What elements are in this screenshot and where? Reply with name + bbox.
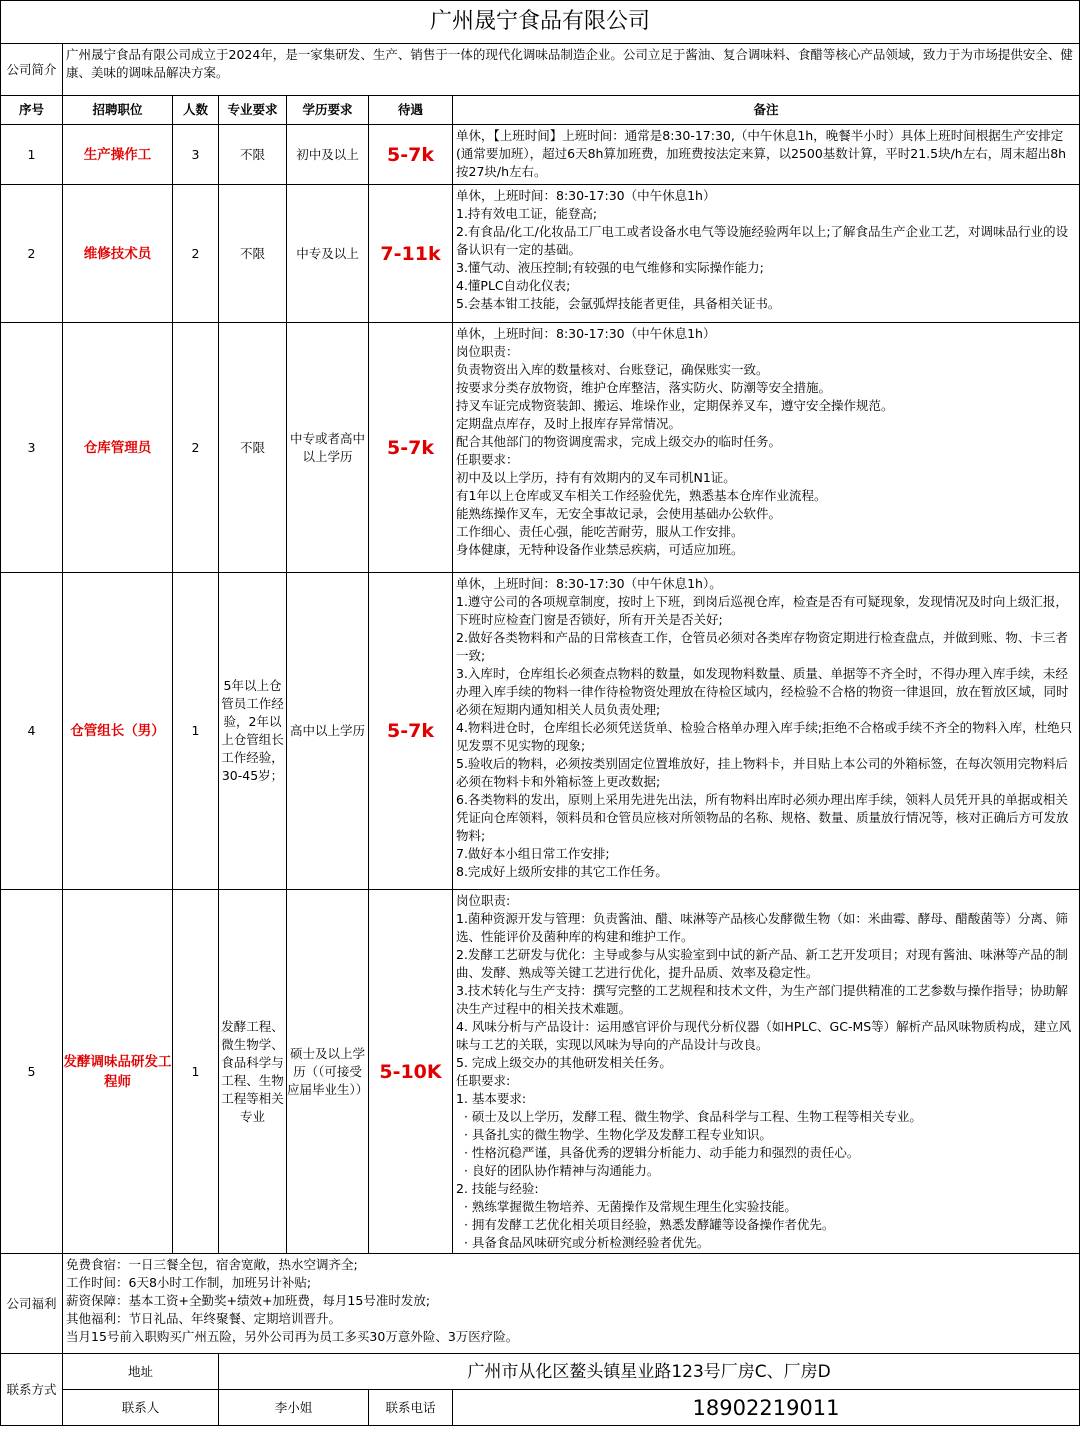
table-row [1, 573, 1080, 890]
job-education: 初中及以上 [287, 125, 369, 185]
job-count: 3 [173, 125, 219, 185]
header-no: 序号 [1, 96, 63, 125]
job-notes [453, 890, 1080, 1254]
job-count: 1 [173, 890, 219, 1254]
job-education: 硕士及以上学历（（可接受应届毕业生）） [287, 890, 369, 1254]
page-title: 广州晟宁食品有限公司 [1, 1, 1080, 44]
welfare-label: 公司福利 [1, 1254, 63, 1354]
job-position: 发酵调味品研发工程师 [63, 890, 173, 1254]
contact-row-address [1, 1354, 1080, 1390]
job-count: 2 [173, 323, 219, 573]
job-notes: 单休，【上班时间】上班时间：通常是8:30-17:30,（中午休息1h，晚餐半小时）具体上班时间根据生产安排定(通常要加班），超过6天8h算加班费，加班费按法定来算，以2500基数计算，平时21.5块/h左右，周末超出8h按27块/h左右。 [453, 125, 1080, 185]
job-no: 4 [1, 573, 63, 890]
job-major: 不限 [219, 323, 287, 573]
table-row [1, 323, 1080, 573]
person-value: 李小姐 [219, 1390, 369, 1426]
phone-label: 联系电话 [369, 1390, 453, 1426]
header-position: 招聘职位 [63, 96, 173, 125]
intro-label: 公司简介 [1, 44, 63, 96]
table-row [1, 185, 1080, 323]
intro-text: 广州晟宁食品有限公司成立于2024年，是一家集研发、生产、销售于一体的现代化调味品制造企业。公司立足于酱油、复合调味料、食醋等核心产品领域，致力于为市场提供安全、健康、美味的调味品解决方案。 [63, 44, 1080, 96]
job-count: 1 [173, 573, 219, 890]
job-education: 中专或者高中以上学历 [287, 323, 369, 573]
job-major: 不限 [219, 185, 287, 323]
header-row [1, 96, 1080, 125]
job-position: 仓管组长（男） [63, 573, 173, 890]
header-major: 专业要求 [219, 96, 287, 125]
header-notes: 备注 [453, 96, 1080, 125]
job-education: 中专及以上 [287, 185, 369, 323]
welfare-text: 免费食宿：一日三餐全包，宿舍宽敞，热水空调齐全; 工作时间：6天8小时工作制，加班另计补贴; 薪资保障：基本工资+全勤奖+绩效+加班费，每月15号准时发放; 其他福利：节日礼品、年终聚餐、定期培训晋升。 当月15号前入职购买广州五险，另外公司再为员工多买30万意外险、3万医疗险。 [63, 1254, 1080, 1354]
contact-label: 联系方式 [1, 1354, 63, 1426]
table-row [1, 125, 1080, 185]
address-label: 地址 [63, 1354, 219, 1390]
job-no: 5 [1, 890, 63, 1254]
table-row [1, 890, 1080, 1254]
job-salary: 5-7k [369, 573, 453, 890]
header-salary: 待遇 [369, 96, 453, 125]
job-position: 仓库管理员 [63, 323, 173, 573]
header-count: 人数 [173, 96, 219, 125]
job-notes: 单休，上班时间：8:30-17:30（中午休息1h） 1.持有效电工证，能登高; 2.有食品/化工/化妆品工厂电工或者设备水电气等设施经验两年以上;了解食品生产企业工艺，对调味品行业的设备认识有一定的基础。 3.懂气动、液压控制;有较强的电气维修和实际操作能力; 4.懂PLC自动化仪表; 5.会基本钳工技能，会氩弧焊技能者更佳，具备相关证书。 [453, 185, 1080, 323]
job-no: 1 [1, 125, 63, 185]
job-major: 5年以上仓管员工作经验，2年以上仓管组长工作经验，30-45岁； [219, 573, 287, 890]
job-position: 生产操作工 [63, 125, 173, 185]
job-salary: 5-7k [369, 125, 453, 185]
job-no: 3 [1, 323, 63, 573]
address-value: 广州市从化区鳌头镇星业路123号厂房C、厂房D [219, 1354, 1080, 1390]
welfare-row [1, 1254, 1080, 1354]
job-notes-text: 岗位职责: 1.菌种资源开发与管理：负责酱油、醋、味淋等产品核心发酵微生物（如：米曲霉、酵母、醋酸菌等）分离、筛选、性能评价及菌种库的构建和维护工作。 2.发酵工艺研发与优化：主导或参与从实验室到中试的新产品、新工艺开发项目；对现有酱油、味淋等产品的制曲、发酵、熟成等关键工艺进行优化，提升品质、效率及稳定性。 3.技术转化与生产支持：撰写完整的工艺规程和技术文件，为生产部门提供精准的工艺参数与操作指导；协助解决生产过程中的相关技术难题。 4. 风味分析与产品设计：运用感官评价与现代分析仪器（如HPLC、GC-MS等）解析产品风味物质构成，建立风味与工艺的关联，实现以风味为导向的产品设计与改良。 5. 完成上级交办的其他研发相关任务。 任职要求: 1. 基本要求: · 硕士及以上学历，发酵工程、微生物学、食品科学与工程、生物工程等相关专业。 · 具备扎实的微生物学、生物化学及发酵工程专业知识。 · 性格沉稳严谨，具备优秀的逻辑分析能力、动手能力和强烈的责任心。 · 良好的团队协作精神与沟通能力。 2. 技能与经验: · 熟练掌握微生物培养、无菌操作及常规生理生化实验技能。 · 拥有发酵工艺优化相关项目经验，熟悉发酵罐等设备操作者优先。 · 具备食品风味研究或分析检测经验者优先。 [456, 893, 1072, 1250]
job-salary: 5-7k [369, 323, 453, 573]
job-position: 维修技术员 [63, 185, 173, 323]
job-notes: 单休，上班时间：8:30-17:30（中午休息1h） 岗位职责： 负责物资出入库的数量核对、台账登记，确保账实一致。 按要求分类存放物资，维护仓库整洁，落实防火、防潮等安全措施。 持叉车证完成物资装卸、搬运、堆垛作业，定期保养叉车，遵守安全操作规范。 定期盘点库存，及时上报库存异常情况。 配合其他部门的物资调度需求，完成上级交办的临时任务。 任职要求： 初中及以上学历，持有有效期内的叉车司机N1证。 有1年以上仓库或叉车相关工作经验优先，熟悉基本仓库作业流程。 能熟练操作叉车，无安全事故记录，会使用基础办公软件。 工作细心、责任心强，能吃苦耐劳，服从工作安排。 身体健康，无特种设备作业禁忌疾病，可适应加班。 [453, 323, 1080, 573]
phone-value: 18902219011 [453, 1390, 1080, 1426]
job-no: 2 [1, 185, 63, 323]
header-education: 学历要求 [287, 96, 369, 125]
job-education: 高中以上学历 [287, 573, 369, 890]
job-salary: 7-11k [369, 185, 453, 323]
contact-row-person [1, 1390, 1080, 1426]
job-notes: 单休，上班时间：8:30-17:30（中午休息1h）。 1.遵守公司的各项规章制度，按时上下班，到岗后巡视仓库，检查是否有可疑现象，发现情况及时向上级汇报，下班时应检查门窗是否锁好，所有开关是否关好; 2.做好各类物料和产品的日常核查工作，仓管员必须对各类库存物资定期进行检查盘点，并做到账、物、卡三者一致; 3.入库时，仓库组长必须查点物料的数量，如发现物料数量、质量、单据等不齐全时，不得办理入库手续，未经办理入库手续的物料一律作待检物资处理放在待检区域内，经检验不合格的物资一律退回，放在暂放区域，同时必须在短期内通知相关人员负责处理; 4.物料进仓时，仓库组长必须凭送货单、检验合格单办理入库手续;拒绝不合格或手续不齐全的物料入库，杜绝只见发票不见实物的现象; 5.验收后的物料，必须按类别固定位置堆放好，挂上物料卡，并目贴上本公司的外箱标签，在每次领用完物料后必须在物料卡和外箱标签上更改数据; 6.各类物料的发出，原则上采用先进先出法，所有物料出库时必须办理出库手续，领料人员凭开具的单据或相关凭证向仓库领料，领料员和仓管员应核对所领物品的名称、规格、数量、质量放行情况等，核对正确后方可发放物料; 7.做好本小组日常工作安排; 8.完成好上级所安排的其它工作任务。 [453, 573, 1080, 890]
job-count: 2 [173, 185, 219, 323]
job-major: 不限 [219, 125, 287, 185]
job-major: 发酵工程、微生物学、食品科学与工程、生物工程等相关专业 [219, 890, 287, 1254]
person-label: 联系人 [63, 1390, 219, 1426]
job-salary: 5-10K [369, 890, 453, 1254]
